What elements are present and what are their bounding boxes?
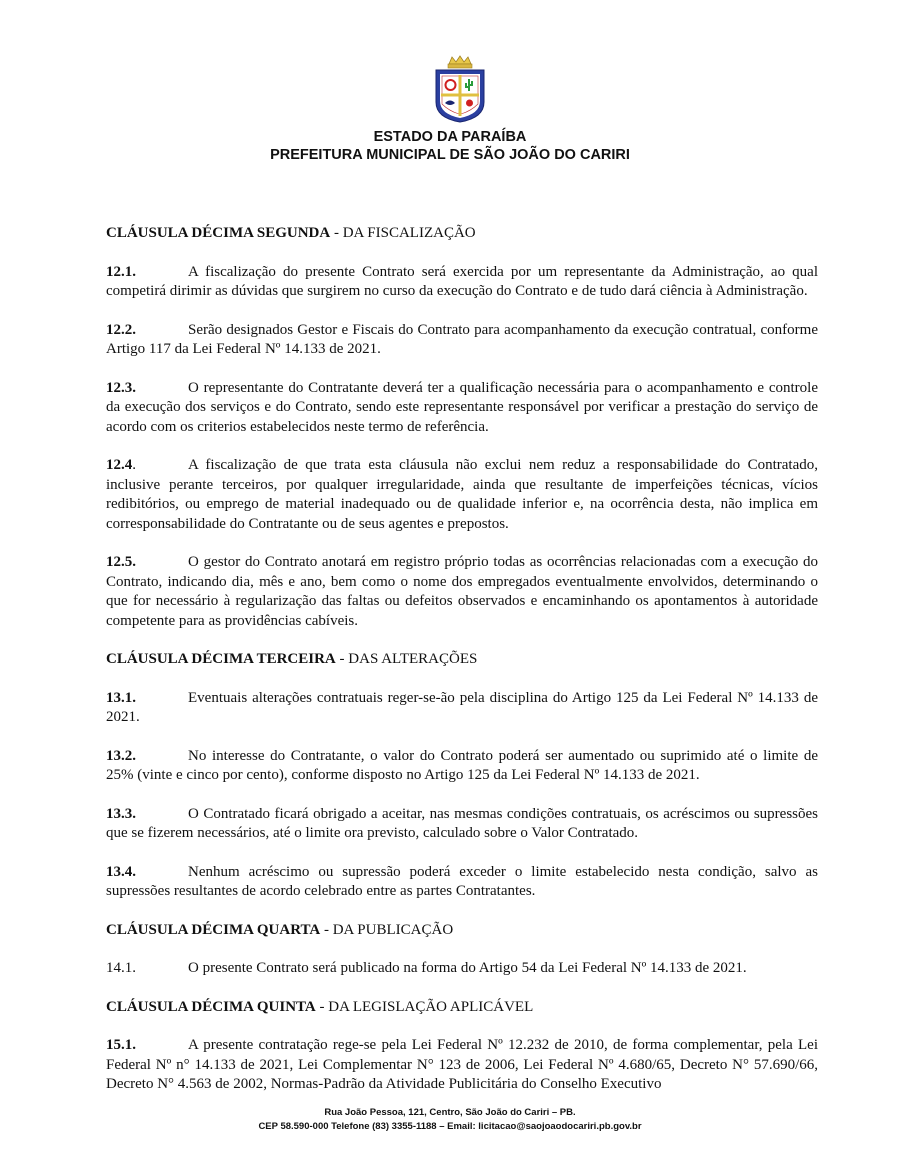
footer-address: Rua João Pessoa, 121, Centro, São João do Cariri – PB. (324, 1107, 576, 1118)
paragraph-text: O Contratado ficará obrigado a aceitar, nas mesmas condições contratuais, os acréscimos ou supressões que se fizerem necessários, até o limite ora previsto, calculado sobre o Valor Contratado. (106, 805, 818, 841)
paragraph-number: 13.1. (106, 689, 136, 706)
paragraph-13-2 (106, 747, 818, 786)
paragraph-12-1 (106, 263, 818, 302)
paragraph-14-1 (106, 959, 818, 979)
paragraph-number: 13.3. (106, 805, 136, 822)
paragraph-text: A fiscalização do presente Contrato será exercida por um representante da Administração, ao qual competirá dirimir as dúvidas que surgirem no curso da execução do Contrato e de tudo dará ciência à Administração. (106, 263, 818, 299)
clause-14-title (106, 921, 818, 941)
paragraph-number (106, 456, 188, 476)
clause-15-subject: - DA LEGISLAÇÃO APLICÁVEL (315, 998, 534, 1015)
clause-13-heading: CLÁUSULA DÉCIMA TERCEIRA (106, 651, 336, 667)
paragraph-text: Nenhum acréscimo ou supressão poderá exceder o limite estabelecido nesta condição, salvo as supressões resultantes de acordo celebrado entre as partes Contratantes. (106, 863, 818, 899)
paragraph-number-dot: . (132, 457, 136, 473)
paragraph-12-2 (106, 321, 818, 360)
paragraph-number: 13.4. (106, 863, 136, 880)
paragraph-text: A fiscalização de que trata esta cláusula não exclui nem reduz a responsabilidade do Contratado, inclusive perante terceiros, por qualquer irregularidade, ainda que resultante de imperfeições técnicas, vícios redibitórios, ou emprego de material inadequado ou de qualidade inferior e, na ocorrência desta, não implica em corresponsabilidade do Contratante ou de seus agentes e prepostos. (106, 457, 818, 532)
page-footer (0, 1106, 900, 1134)
paragraph-15-1 (106, 1036, 818, 1095)
clause-14-heading: CLÁUSULA DÉCIMA QUARTA (106, 921, 321, 938)
letterhead (0, 128, 900, 164)
footer-contact: CEP 58.590-000 Telefone (83) 3355-1188 – Email: licitacao@saojoaodocariri.pb.gov.br (258, 1121, 642, 1132)
clause-12-subject: - DA FISCALIZAÇÃO (330, 225, 476, 241)
coat-of-arms-icon (431, 54, 489, 124)
clause-12-heading: CLÁUSULA DÉCIMA SEGUNDA (106, 225, 331, 241)
clause-13-subject: - DAS ALTERAÇÕES (335, 651, 478, 667)
paragraph-text: O representante do Contratante deverá ter a qualificação necessária para o acompanhamento e controle da execução dos serviços e do Contrato, sendo este representante responsável por verificar a prestação do serviço de acordo com os criterios estabelecidos neste termo de referência. (106, 379, 818, 435)
paragraph-13-1 (106, 689, 818, 728)
paragraph-text: Eventuais alterações contratuais reger-se-ão pela disciplina do Artigo 125 da Lei Federal Nº 14.133 de 2021. (106, 689, 818, 725)
paragraph-13-4 (106, 863, 818, 902)
paragraph-number: 12.2. (106, 321, 136, 338)
paragraph-13-3 (106, 805, 818, 844)
clause-14-subject: - DA PUBLICAÇÃO (320, 921, 454, 938)
paragraph-12-3 (106, 379, 818, 438)
paragraph-text: Serão designados Gestor e Fiscais do Contrato para acompanhamento da execução contratual, conforme Artigo 117 da Lei Federal Nº 14.133 de 2021. (106, 321, 818, 357)
paragraph-12-4 (106, 456, 818, 534)
paragraph-text: A presente contratação rege-se pela Lei Federal Nº 12.232 de 2010, de forma complementar, pela Lei Federal Nº n° 14.133 de 2021, Lei Complementar N° 123 de 2006, Lei Federal Nº 4.680/65, Decreto N° 57.690/66, Decreto N° 4.563 de 2002, Normas-Padrão da Atividade Publicitária do Conselho Executivo (106, 1037, 818, 1092)
clause-13-title (106, 650, 818, 670)
clause-12-title (106, 224, 818, 244)
letterhead-state: ESTADO DA PARAÍBA (373, 129, 527, 145)
paragraph-12-5 (106, 553, 818, 631)
paragraph-number: 13.2. (106, 747, 136, 764)
contract-body (106, 224, 818, 1114)
paragraph-number-bold: 12.4 (106, 457, 133, 473)
paragraph-number: 12.5. (106, 554, 136, 570)
clause-15-heading: CLÁUSULA DÉCIMA QUINTA (106, 998, 316, 1015)
letterhead-municipality: PREFEITURA MUNICIPAL DE SÃO JOÃO DO CARIRI (270, 147, 630, 163)
paragraph-text: No interesse do Contratante, o valor do Contrato poderá ser aumentado ou suprimido até o limite de 25% (vinte e cinco por cento), conforme disposto no Artigo 125 da Lei Federal Nº 14.133 de 2021. (106, 747, 818, 783)
paragraph-number: 14.1. (106, 960, 136, 976)
paragraph-text: O gestor do Contrato anotará em registro próprio todas as ocorrências relacionadas com a execução do Contrato, indicando dia, mês e ano, bem como o nome dos empregados eventualmente envolvidos, determinando o que for necessário à regularização das faltas ou defeitos observados e encaminhando os apontamentos à autoridade competente para as providências cabíveis. (106, 554, 818, 629)
clause-15-title (106, 998, 818, 1018)
paragraph-text: O presente Contrato será publicado na forma do Artigo 54 da Lei Federal Nº 14.133 de 2021. (188, 960, 747, 976)
paragraph-number: 15.1. (106, 1037, 136, 1053)
paragraph-number: 12.1. (106, 263, 136, 280)
paragraph-number: 12.3. (106, 379, 136, 396)
